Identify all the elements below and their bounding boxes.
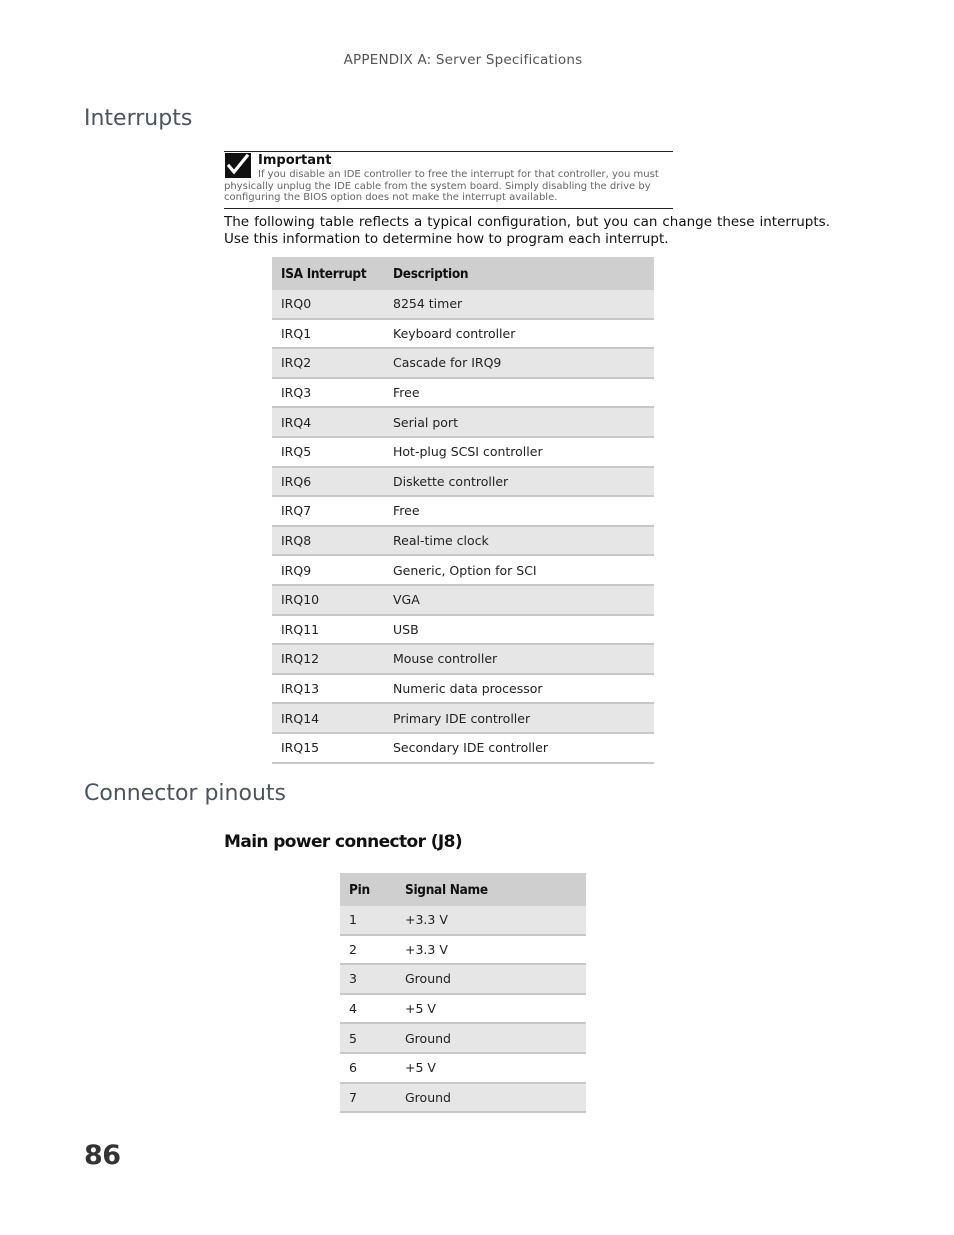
table-cell: IRQ4 xyxy=(272,407,384,437)
table-row xyxy=(272,290,654,319)
table-cell: Numeric data processor xyxy=(384,674,654,704)
table-cell: IRQ8 xyxy=(272,526,384,556)
table-row xyxy=(272,319,654,349)
table-cell: IRQ12 xyxy=(272,644,384,674)
table-cell: Real-time clock xyxy=(384,526,654,556)
table-cell: IRQ7 xyxy=(272,496,384,526)
table-cell: 7 xyxy=(340,1083,396,1113)
table-row xyxy=(272,407,654,437)
table-cell: IRQ5 xyxy=(272,437,384,467)
table-cell: +3.3 V xyxy=(396,906,586,935)
table-cell: 1 xyxy=(340,906,396,935)
table-cell: IRQ14 xyxy=(272,703,384,733)
table-cell: Serial port xyxy=(384,407,654,437)
table-cell: 2 xyxy=(340,935,396,965)
table-row xyxy=(272,733,654,763)
table-row xyxy=(340,994,586,1024)
table-cell: IRQ15 xyxy=(272,733,384,763)
intro-paragraph: The following table reflects a typical configuration, but you can change these interrupts. Use this information to determine how to program each interrupt. xyxy=(224,214,830,247)
table-row xyxy=(340,964,586,994)
table-cell: Secondary IDE controller xyxy=(384,733,654,763)
table-cell: Free xyxy=(384,378,654,408)
table-row xyxy=(272,348,654,378)
table-cell: Hot-plug SCSI controller xyxy=(384,437,654,467)
important-text: If you disable an IDE controller to free the interrupt for that controller, you must physically unplug the IDE cable from the system board. Simply disabling the drive by configuring the BIOS option does not make the interrupt available. xyxy=(224,169,659,203)
table-cell: IRQ9 xyxy=(272,555,384,585)
table-row xyxy=(272,644,654,674)
section-title-interrupts: Interrupts xyxy=(84,106,193,131)
table-cell: 4 xyxy=(340,994,396,1024)
column-header-pin: Pin xyxy=(340,873,396,906)
table-cell: Primary IDE controller xyxy=(384,703,654,733)
table-row xyxy=(340,935,586,965)
table-cell: IRQ11 xyxy=(272,615,384,645)
important-heading: Important xyxy=(258,153,332,168)
table-row xyxy=(272,555,654,585)
power-table-body xyxy=(340,906,586,1112)
table-cell: IRQ6 xyxy=(272,467,384,497)
column-header-signal-name: Signal Name xyxy=(396,873,586,906)
table-cell: 8254 timer xyxy=(384,290,654,319)
table-cell: Free xyxy=(384,496,654,526)
table-cell: Cascade for IRQ9 xyxy=(384,348,654,378)
column-header-isa-interrupt: ISA Interrupt xyxy=(272,257,384,290)
table-cell: +5 V xyxy=(396,1053,586,1083)
page-number: 86 xyxy=(84,1140,121,1171)
power-connector-table xyxy=(340,873,586,1113)
table-row xyxy=(340,1023,586,1053)
table-header-row xyxy=(340,873,586,906)
table-row xyxy=(272,585,654,615)
table-cell: Ground xyxy=(396,1023,586,1053)
interrupt-table-body xyxy=(272,290,654,763)
table-row xyxy=(272,615,654,645)
table-cell: +3.3 V xyxy=(396,935,586,965)
running-head: APPENDIX A: Server Specifications xyxy=(343,52,583,68)
table-row xyxy=(272,378,654,408)
column-header-description: Description xyxy=(384,257,654,290)
important-note xyxy=(224,151,673,209)
table-cell: IRQ2 xyxy=(272,348,384,378)
table-cell: 6 xyxy=(340,1053,396,1083)
table-cell: Keyboard controller xyxy=(384,319,654,349)
table-cell: Ground xyxy=(396,964,586,994)
table-cell: Mouse controller xyxy=(384,644,654,674)
table-cell: USB xyxy=(384,615,654,645)
subsection-title-main-power: Main power connector (J8) xyxy=(224,832,462,852)
table-row xyxy=(340,1053,586,1083)
table-cell: IRQ1 xyxy=(272,319,384,349)
table-row xyxy=(340,906,586,935)
table-row xyxy=(272,467,654,497)
table-cell: VGA xyxy=(384,585,654,615)
section-title-connector-pinouts: Connector pinouts xyxy=(84,781,286,806)
table-cell: IRQ3 xyxy=(272,378,384,408)
table-row xyxy=(272,526,654,556)
table-cell: 5 xyxy=(340,1023,396,1053)
table-row xyxy=(272,496,654,526)
table-cell: Ground xyxy=(396,1083,586,1113)
table-cell: IRQ13 xyxy=(272,674,384,704)
table-row xyxy=(340,1083,586,1113)
table-cell: 3 xyxy=(340,964,396,994)
table-row xyxy=(272,437,654,467)
table-cell: Generic, Option for SCI xyxy=(384,555,654,585)
table-cell: IRQ0 xyxy=(272,290,384,319)
table-cell: Diskette controller xyxy=(384,467,654,497)
table-row xyxy=(272,703,654,733)
interrupt-table xyxy=(272,257,654,764)
table-cell: IRQ10 xyxy=(272,585,384,615)
table-cell: +5 V xyxy=(396,994,586,1024)
table-header-row xyxy=(272,257,654,290)
table-row xyxy=(272,674,654,704)
